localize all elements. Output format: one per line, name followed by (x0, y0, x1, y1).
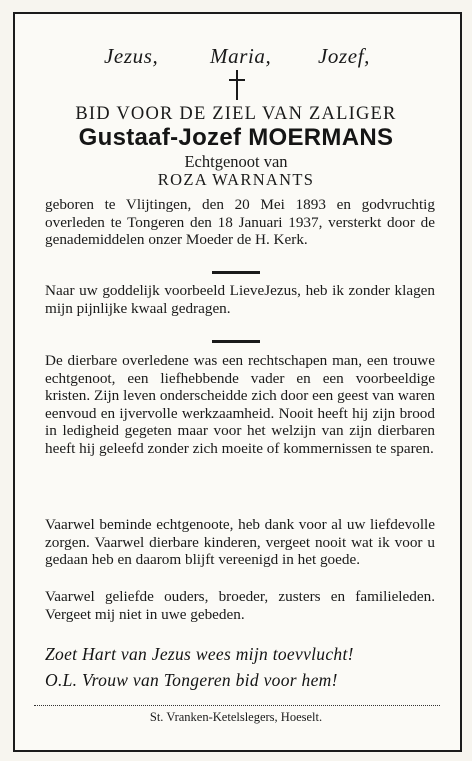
spouse-label: Echtgenoot van (184, 152, 288, 171)
printer-credit: St. Vranken-Ketelslegers, Hoeselt. (149, 710, 323, 724)
deceased-name: Gustaaf-Jozef MOERMANS (78, 124, 394, 151)
invocation-maria: Maria, (210, 44, 272, 68)
prayer-sacred-heart: Zoet Hart van Jezus wees mijn toevvlucht! (45, 644, 354, 664)
invocation-jozef: Jozef, (318, 44, 370, 68)
prayer-heading: BID VOOR DE ZIEL VAN ZALIGER (75, 104, 397, 124)
farewell-wife-paragraph: Vaarwel beminde echtgenoote, heb dank voor al uw liefdevolle zorgen. Vaarwel dierbare kinderen, vergeet nooit wat ik voor u gedaan heb en daarom blijft vereenigd in het goede. (45, 516, 435, 569)
biography-paragraph: geboren te Vlijtingen, den 20 Mei 1893 en godvruchtig overleden te Tongeren den 18 Januari 1937, versterkt door de genademiddelen onzer Moeder de H. Kerk. (45, 196, 435, 249)
quote-paragraph: Naar uw goddelijk voorbeeld LieveJezus, heb ik zonder klagen mijn pijnlijke kwaal gedragen. (45, 282, 435, 317)
invocation-jezus: Jezus, (104, 44, 159, 68)
dotted-separator (34, 705, 440, 706)
cross-icon (227, 70, 247, 100)
divider-rule (212, 271, 260, 274)
tribute-paragraph: De dierbare overledene was een rechtschapen man, een trouwe echtgenoot, een liefhebbende vader en een voorbeeldige kristen. Zijn leven onderscheidde zich door een geest van waren eenvoud en ijvervolle werkzaamheid. Nooit heeft hij zijn brood in ledigheid gegeten maar voor het welzijn van zijn dierbaren heeft hij geleefd zonder zich moeite of kommernissen te sparen. (45, 352, 435, 457)
farewell-family-paragraph: Vaarwel geliefde ouders, broeder, zusters en familieleden. Vergeet mij niet in uwe gebeden. (45, 588, 435, 623)
prayer-our-lady: O.L. Vrouw van Tongeren bid voor hem! (45, 670, 338, 690)
divider-rule (212, 340, 260, 343)
spouse-name: ROZA WARNANTS (157, 170, 315, 189)
